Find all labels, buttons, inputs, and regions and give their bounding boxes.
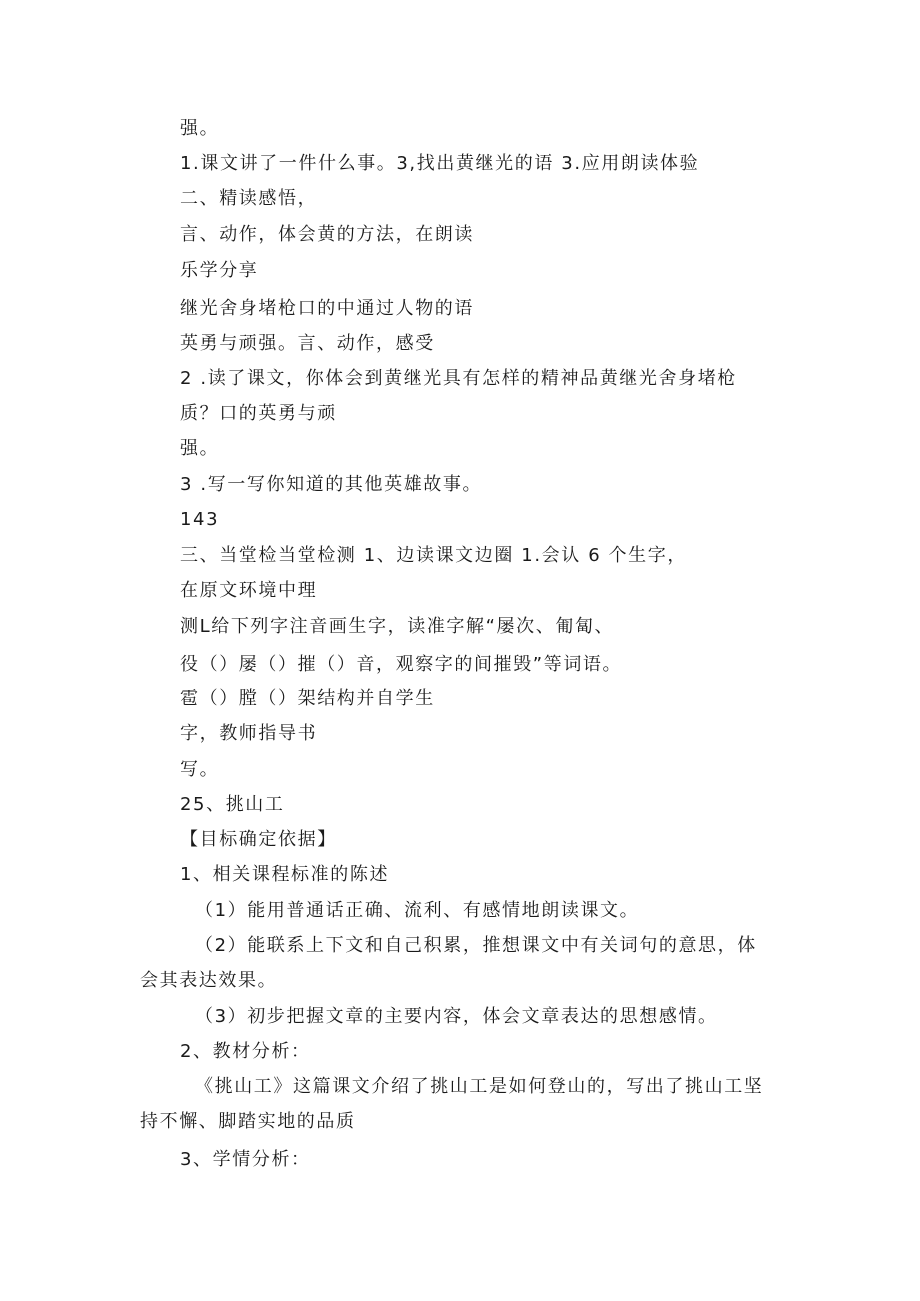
text-line: 会其表达效果。 — [140, 970, 278, 991]
text-line: 质？口的英勇与顽 — [180, 403, 337, 424]
text-line: （2）能联系上下文和自己积累，推想课文中有关词句的意思，体 — [195, 935, 757, 956]
text-line: 2 .读了课文，你体会到黄继光具有怎样的精神品黄继光舍身堵枪 — [180, 368, 737, 389]
text-line: 1.课文讲了一件什么事。3,找出黄继光的语 3.应用朗读体验 — [180, 153, 700, 174]
text-line: 测L给下列字注音画生字，读准字解“屡次、匍匐、 — [180, 616, 615, 637]
text-line: （3）初步把握文章的主要内容，体会文章表达的思想感情。 — [195, 1006, 718, 1027]
text-line: 写。 — [180, 759, 220, 780]
text-line: 役（）屡（）摧（）音，观察字的间摧毁”等词语。 — [180, 654, 623, 675]
text-line: 言、动作，体会黄的方法，在朗读 — [180, 224, 474, 245]
text-line: 雹（）膛（）架结构并自学生 — [180, 688, 435, 709]
text-line: （1）能用普通话正确、流利、有感情地朗读课文。 — [195, 900, 640, 921]
text-line: 持不懈、脚踏实地的品质 — [140, 1111, 356, 1132]
text-line: 3 .写一写你知道的其他英雄故事。 — [180, 474, 483, 495]
section-heading: 【目标确定依据】 — [180, 829, 337, 850]
text-line: 三、当堂检当堂检测 1、边读课文边圈 1.会认 6 个生字， — [180, 545, 687, 566]
text-line: 强。 — [180, 118, 220, 139]
text-line: 乐学分享 — [180, 260, 259, 281]
text-line: 二、精读感悟， — [180, 188, 318, 209]
text-line: 《挑山工》这篇课文介绍了挑山工是如何登山的，写出了挑山工坚 — [195, 1076, 764, 1097]
text-line: 3、学情分析： — [180, 1149, 311, 1170]
text-line: 1、相关课程标准的陈述 — [180, 864, 390, 885]
text-line: 字，教师指导书 — [180, 723, 318, 744]
section-heading: 25、挑山工 — [180, 794, 285, 815]
text-line: 英勇与顽强。言、动作，感受 — [180, 333, 435, 354]
text-line: 继光舍身堵枪口的中通过人物的语 — [180, 298, 474, 319]
text-line: 强。 — [180, 438, 220, 459]
page-number: 143 — [180, 509, 220, 530]
text-line: 2、教材分析： — [180, 1041, 311, 1062]
text-line: 在原文环境中理 — [180, 580, 318, 601]
